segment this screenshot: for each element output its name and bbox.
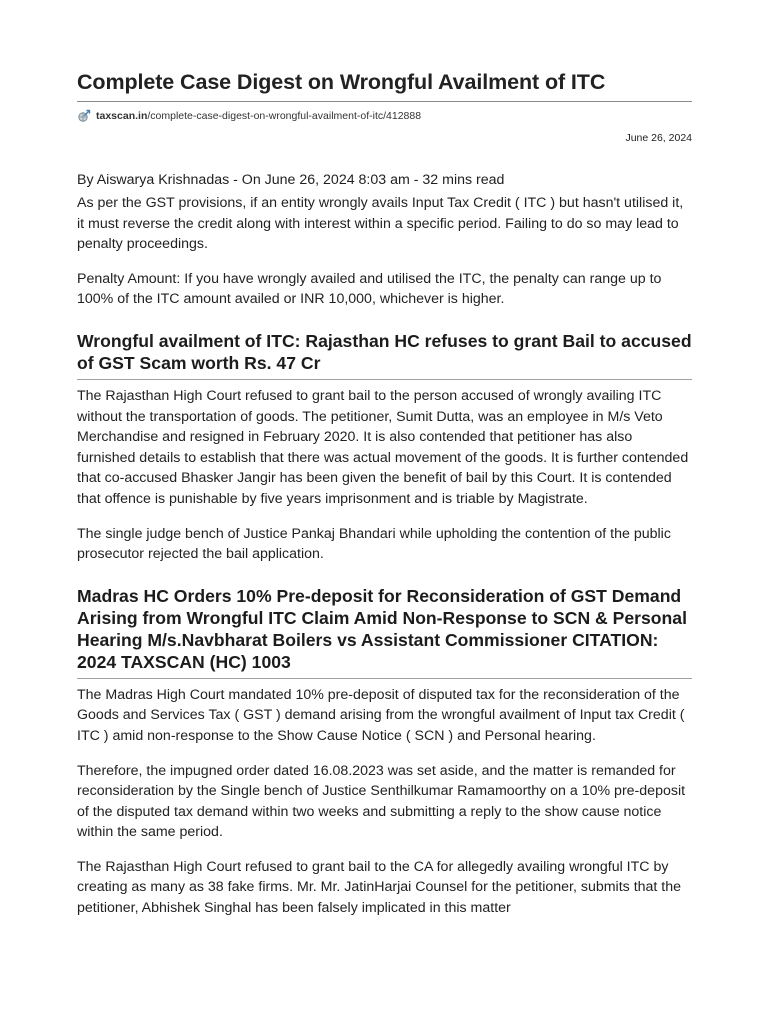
- source-domain[interactable]: taxscan.in: [96, 110, 148, 122]
- section-paragraph: The Madras High Court mandated 10% pre-deposit of disputed tax for the reconsideration of the Goods and Services Tax ( GST ) demand arising from the wrongful availment of Input tax Credit ( ITC ) amid non-response to the Show Cause Notice ( SCN ) and Personal hearing.: [77, 686, 685, 744]
- section-paragraph: The Rajasthan High Court refused to grant bail to the person accused of wrongly availing ITC without the transportation of goods. The petitioner, Sumit Dutta, was an employee in M/s Veto Merchandise and resigned in February 2020. It is also contended that petitioner has also furnished details to establish that there was actual movement of the goods. It is further contended that co-accused Bhasker Jangir has been given the benefit of bail by this Court. It is contended that offence is punishable by five years imprisonment and is triable by Magistrate.: [77, 387, 689, 507]
- link-icon: [77, 109, 91, 123]
- article-title: Complete Case Digest on Wrongful Availment of ITC: [77, 70, 606, 94]
- source-url[interactable]: [77, 108, 692, 124]
- section-divider: [77, 379, 692, 380]
- source-path[interactable]: /complete-case-digest-on-wrongful-availment-of-itc/412888: [147, 110, 422, 122]
- intro-paragraph: As per the GST provisions, if an entity wrongly avails Input Tax Credit ( ITC ) but hasn't utilised it, it must reverse the credit along with interest within a specific period. Failing to do so may lead to penalty proceedings.: [77, 195, 684, 253]
- section-paragraph: The Rajasthan High Court refused to grant bail to the CA for allegedly availing wrongful ITC by creating as many as 38 fake firms. Mr. Mr. JatinHarjai Counsel for the petitioner, submits that the petitioner, Abhishek Singhal has been falsely implicated in this matter: [77, 858, 682, 917]
- article-page: [77, 0, 692, 919]
- section-heading: Madras HC Orders 10% Pre-deposit for Reconsideration of GST Demand Arising from Wrongful ITC Claim Amid Non-Response to SCN & Personal Hearing M/s.Navbharat Boilers vs Assistant Commissioner CITATION: 2024 TAXSCAN (HC) 1003: [77, 585, 687, 672]
- article-date: June 26, 2024: [625, 132, 692, 144]
- section-divider: [77, 678, 692, 679]
- byline: By Aiswarya Krishnadas - On June 26, 2024 8:03 am - 32 mins read: [77, 172, 505, 188]
- section-paragraph: Therefore, the impugned order dated 16.08.2023 was set aside, and the matter is remanded for reconsideration by the Single bench of Justice Senthilkumar Ramamoorthy on a 10% pre-deposit of the disputed tax demand within two weeks and submitting a reply to the show cause notice within the same period.: [77, 762, 686, 841]
- title-divider: [77, 101, 692, 102]
- section-paragraph: The single judge bench of Justice Pankaj Bhandari while upholding the contention of the public prosecutor rejected the bail application.: [77, 525, 671, 563]
- intro-paragraph: Penalty Amount: If you have wrongly availed and utilised the ITC, the penalty can range up to 100% of the ITC amount availed or INR 10,000, whichever is higher.: [77, 270, 662, 308]
- section-heading: Wrongful availment of ITC: Rajasthan HC refuses to grant Bail to accused of GST Scam worth Rs. 47 Cr: [77, 330, 692, 373]
